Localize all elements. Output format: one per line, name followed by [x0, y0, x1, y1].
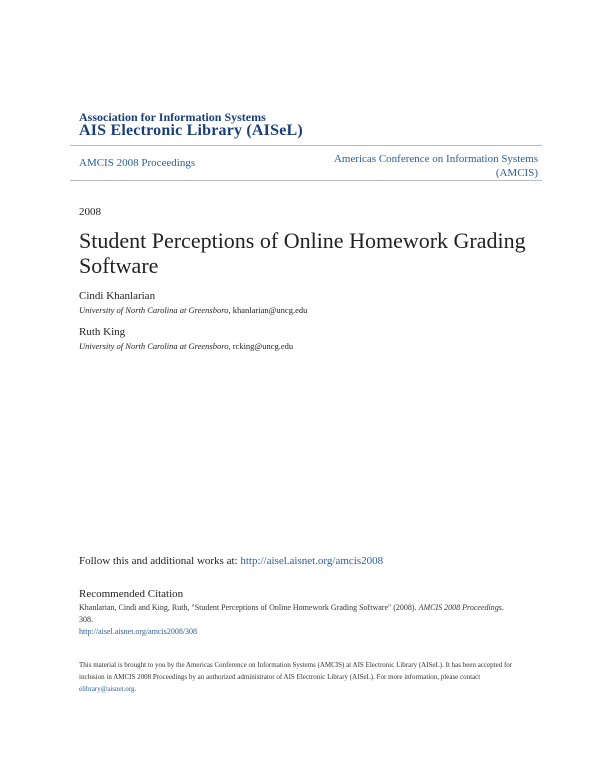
author-name: Ruth King	[79, 326, 126, 338]
follow-link[interactable]: http://aisel.aisnet.org/amcis2008	[240, 555, 384, 567]
affiliation-text: University of North Carolina at Greensboro	[79, 305, 229, 315]
citation-text: Khanlarian, Cindi and King, Ruth, "Student Perceptions of Online Homework Grading Software" (2008).	[79, 603, 417, 612]
citation-venue: AMCIS 2008 Proceedings	[418, 603, 502, 612]
follow-text: Follow this and additional works at:	[79, 555, 238, 567]
proceedings-link[interactable]: AMCIS 2008 Proceedings	[79, 157, 196, 169]
organization-name: Association for Information Systems	[79, 110, 266, 124]
notice-text: This material is brought to you by the Americas Conference on Information Systems (AMCIS) at AIS Electronic Library (AISeL). It has been accepted for inclusion in AMCIS 2008 Proceedings by an authorized administrator of AIS Electronic Library (AISeL). For more information, please contact	[79, 661, 513, 681]
citation-block: Khanlarian, Cindi and King, Ruth, "Student Perceptions of Online Homework Grading Software" (2008). AMCIS 2008 Proceedings. 308. http://aisel.aisnet.org/amcis2008/308	[79, 603, 504, 636]
author-affiliation: University of North Carolina at Greensboro, rcking@uncg.edu	[79, 341, 294, 351]
affiliation-text: University of North Carolina at Greensboro	[79, 341, 229, 351]
author-email[interactable]: khanlarian@uncg.edu	[232, 305, 308, 315]
follow-line	[79, 555, 383, 567]
divider-top	[70, 145, 542, 146]
conference-link[interactable]: Americas Conference on Information Systems (AMCIS)	[333, 153, 538, 179]
access-notice: This material is brought to you by the Americas Conference on Information Systems (AMCIS) at AIS Electronic Library (AISeL). It has been accepted for inclusion in AMCIS 2008 Proceedings by an authorized administrator of AIS Electronic Library (AISeL). For more information, please contact elibrary@aisnet.org.	[79, 661, 513, 693]
divider-middle	[70, 180, 542, 181]
author-name: Cindi Khanlarian	[79, 290, 156, 302]
citation-number: 308.	[79, 615, 93, 624]
library-name[interactable]: AIS Electronic Library (AISeL)	[79, 122, 303, 139]
publication-year: 2008	[79, 206, 101, 218]
recommended-citation-heading: Recommended Citation	[79, 588, 184, 600]
author-affiliation: University of North Carolina at Greensboro, khanlarian@uncg.edu	[79, 305, 308, 315]
author-email[interactable]: rcking@uncg.edu	[232, 341, 294, 351]
paper-title: Student Perceptions of Online Homework Grading Software	[79, 228, 526, 278]
citation-link[interactable]: http://aisel.aisnet.org/amcis2008/308	[79, 627, 198, 636]
contact-email-link[interactable]: elibrary@aisnet.org	[79, 685, 135, 693]
